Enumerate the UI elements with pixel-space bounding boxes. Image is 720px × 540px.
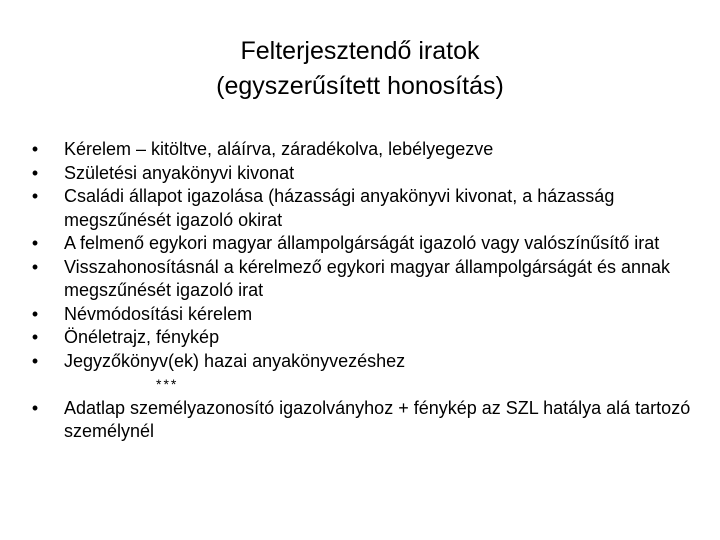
bullet-icon: •	[31, 186, 39, 206]
list-item	[28, 138, 708, 162]
list-item-text: Születési anyakönyvi kivonat	[64, 162, 295, 183]
list-item	[28, 256, 708, 303]
bullet-icon: •	[31, 233, 39, 253]
list-item	[28, 326, 708, 350]
list-item	[28, 350, 708, 374]
list-item-text: Kérelem – kitöltve, aláírva, záradékolva, lebélyegezve	[64, 139, 494, 159]
bullet-icon: •	[31, 350, 39, 371]
list-item-text: A felmenő egykori magyar állampolgárságát igazoló vagy valószínűsítő irat	[64, 233, 660, 253]
list-item	[28, 162, 708, 186]
list-item-text: Önéletrajz, fénykép	[64, 327, 220, 347]
list-item	[28, 303, 708, 327]
title-line-1: Felterjesztendő iratok	[240, 37, 480, 65]
slide-title	[0, 34, 720, 104]
list-item	[28, 232, 708, 256]
list-item	[28, 185, 708, 232]
bullet-icon: •	[31, 162, 39, 183]
list-item-text: Családi állapot igazolása (házassági anyakönyvi kivonat, a házasság megszűnését igazoló okirat	[64, 186, 615, 230]
list-item-text: Névmódosítási kérelem	[64, 303, 253, 324]
bullet-icon: •	[31, 397, 39, 418]
asterisk-separator: ***	[156, 376, 179, 392]
list-item	[28, 397, 708, 444]
document-list	[28, 138, 708, 444]
list-item-text: Adatlap személyazonosító igazolványhoz + fénykép az SZL hatálya alá tartozó személynél	[64, 397, 691, 441]
list-item-text: Jegyzőkönyv(ek) hazai anyakönyvezéshez	[64, 350, 406, 371]
title-line-2: (egyszerűsített honosítás)	[216, 72, 504, 100]
bullet-icon: •	[31, 139, 39, 159]
bullet-icon: •	[31, 327, 39, 347]
bullet-icon: •	[31, 303, 39, 324]
bullet-icon: •	[31, 256, 39, 277]
list-item-text: Visszahonosításnál a kérelmező egykori magyar állampolgárságát és annak megszűnését igazoló irat	[64, 256, 670, 300]
